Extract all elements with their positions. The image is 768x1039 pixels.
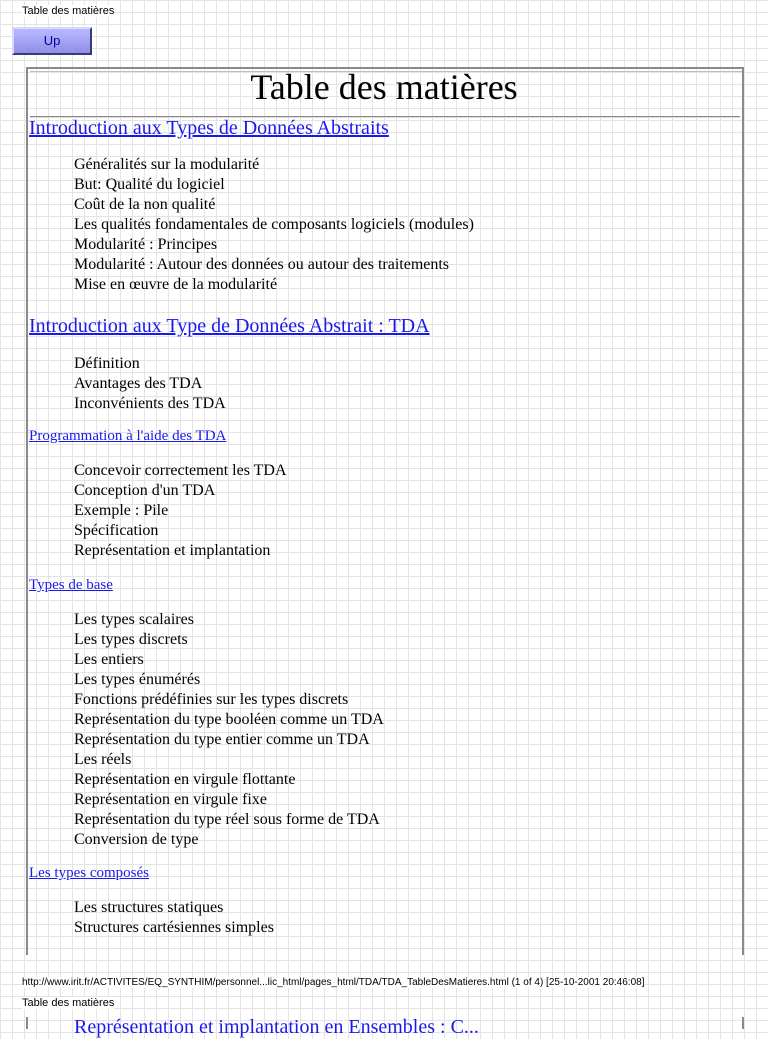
next-page-header-title: Table des matières [22,997,115,1009]
toc-item: Concevoir correctement les TDA [74,462,287,479]
toc-item: Conversion de type [74,831,199,848]
toc-item: Les structures statiques [74,899,224,916]
toc-item: Représentation du type booléen comme un TDA [74,711,384,728]
toc-item: Les types scalaires [74,611,194,628]
toc-item: Représentation et implantation [74,542,271,559]
toc-item: Conception d'un TDA [74,482,216,499]
toc-item: Modularité : Autour des données ou autour des traitements [74,256,450,273]
toc-item: Inconvénients des TDA [74,395,226,412]
toc-item: Fonctions prédéfinies sur les types discrets [74,691,349,708]
page-title: Table des matières [250,67,518,107]
toc-item: Définition [74,355,140,372]
toc-item: Les réels [74,751,132,768]
toc-item: Mise en œuvre de la modularité [74,276,278,293]
toc-item: Généralités sur la modularité [74,156,260,173]
toc-item: But: Qualité du logiciel [74,176,225,193]
toc-item: Structures cartésiennes simples [74,919,274,936]
toc-item: Les qualités fondamentales de composants logiciels (modules) [74,216,474,233]
toc-section-link-3[interactable]: Programmation à l'aide des TDA [29,428,227,444]
toc-item: Représentation du type réel sous forme de TDA [74,811,380,828]
toc-item: Les entiers [74,651,144,668]
toc-item: Modularité : Principes [74,236,218,253]
document-title: Table des matières [22,5,115,17]
toc-section-link-5[interactable]: Les types composés [29,865,149,881]
toc-item: Représentation du type entier comme un TDA [74,731,370,748]
page-url-footer: http://www.irit.fr/ACTIVITES/EQ_SYNTHIM/personnel...lic_html/pages_html/TDA/TDA_TableDesMatieres.html (1 of 4) [25-10-2001 20:46:08] [22,977,645,988]
toc-section-link-1[interactable]: Introduction aux Types de Données Abstraits [29,117,389,139]
toc-item: Avantages des TDA [74,375,203,392]
up-button[interactable]: Up [12,27,92,55]
toc-item: Représentation en virgule flottante [74,771,296,788]
toc-item: Coût de la non qualité [74,196,216,213]
toc-section-link-2[interactable]: Introduction aux Type de Données Abstrait : TDA [29,315,430,337]
toc-item: Exemple : Pile [74,502,169,519]
toc-item: Les types énumérés [74,671,201,688]
toc-section-link-4[interactable]: Types de base [29,577,113,593]
toc-item: Représentation en virgule fixe [74,791,267,808]
toc-item: Les types discrets [74,631,188,648]
toc-item: Spécification [74,522,159,539]
next-page-section-link[interactable]: Représentation et implantation en Ensembles : C... [74,1016,479,1038]
